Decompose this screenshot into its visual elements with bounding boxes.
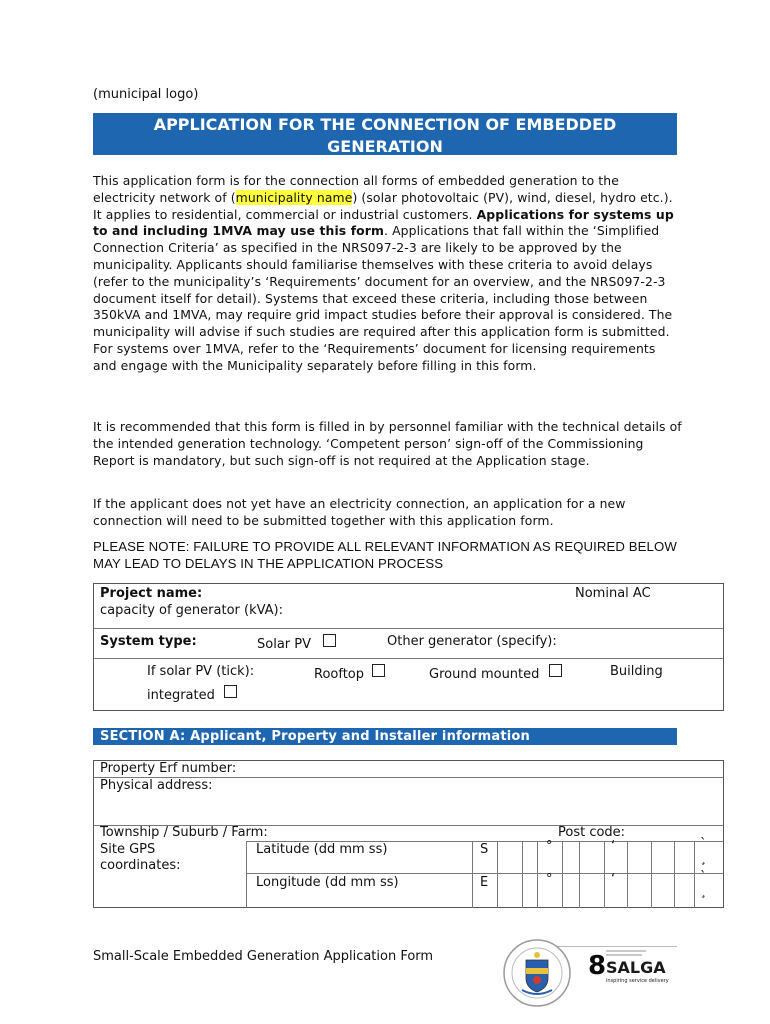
intro-text-b: ) (solar photovoltaic (PV), wind, diesel, hydro etc.). It applies to residential, commercial or industrial customers. bbox=[93, 189, 673, 222]
salga-tagline: inspiring service delivery bbox=[606, 978, 669, 984]
intro-text-c: . Applications that fall within the ‘Simplified Connection Criteria’ as specified in the NRS097-2-3 are likely to be approved by the municipality. Applicants should familiarise themselves with these criteria to avoid delays (refer to the municipality’s ‘Requirements’ document for an overview, and the NRS097-2-3 document itself for detail). Systems that exceed these criteria, including those between 350kVA and 1MVA, may require grid impact studies before their approval is considered. The municipality will advise if such studies are required after this application form is submitted. For systems over 1MVA, refer to the ‘Requirements’ document for licensing requirements and engage with the Municipality separately before filling in this form. bbox=[93, 223, 673, 373]
nominal-ac-label: Nominal AC bbox=[575, 586, 651, 601]
divider bbox=[246, 841, 247, 908]
gps-label-line1: Site GPS bbox=[100, 842, 156, 857]
ground-mounted-option[interactable] bbox=[429, 664, 562, 682]
integrated-label: integrated bbox=[147, 688, 215, 703]
latitude-label: Latitude (dd mm ss) bbox=[256, 842, 388, 857]
longitude-label: Longitude (dd mm ss) bbox=[256, 875, 399, 890]
footer-text: Small-Scale Embedded Generation Application Form bbox=[93, 949, 434, 964]
intro-paragraph-1 bbox=[93, 173, 683, 375]
section-a-header: SECTION A: Applicant, Property and Installer information bbox=[93, 728, 677, 745]
intro-text-a: This application form is for the connection all forms of embedded generation to the electricity network of ( bbox=[93, 173, 619, 205]
divider bbox=[579, 841, 580, 908]
township-label: Township / Suburb / Farm: bbox=[100, 825, 268, 840]
divider bbox=[604, 841, 605, 908]
lat-minute-symbol: ‘ bbox=[611, 839, 616, 854]
building-integrated-checkbox[interactable] bbox=[224, 685, 237, 698]
lat-degree-symbol: ° bbox=[546, 839, 553, 854]
rooftop-checkbox[interactable] bbox=[372, 664, 385, 677]
lat-second-symbol-2: ¸ bbox=[700, 851, 707, 866]
property-info-table bbox=[93, 760, 724, 908]
solar-pv-checkbox[interactable] bbox=[323, 634, 336, 647]
erf-number-label: Property Erf number: bbox=[100, 761, 237, 776]
intro-bold-text: Applications for systems up to and including 1MVA may use this form bbox=[93, 206, 674, 239]
project-info-table bbox=[93, 583, 724, 711]
municipality-name-highlight: municipality name bbox=[235, 189, 353, 205]
svg-text:8: 8 bbox=[588, 951, 607, 981]
divider bbox=[694, 841, 695, 908]
system-type-label: System type: bbox=[100, 634, 197, 649]
ground-mounted-label: Ground mounted bbox=[429, 667, 540, 682]
post-code-label: Post code: bbox=[558, 825, 626, 840]
rooftop-option[interactable] bbox=[314, 664, 385, 682]
divider bbox=[497, 841, 498, 908]
system-type-row bbox=[94, 628, 723, 659]
salga-wordmark: SALGA bbox=[606, 958, 666, 977]
gps-label-line2: coordinates: bbox=[100, 858, 181, 873]
divider bbox=[627, 841, 628, 908]
divider bbox=[472, 841, 473, 908]
divider bbox=[537, 841, 538, 908]
project-name-label: Project name: bbox=[100, 586, 203, 601]
intro-paragraph-3: If the applicant does not yet have an electricity connection, an application for a new connection will need to be submitted together with this application form. bbox=[93, 496, 626, 528]
municipal-logo-placeholder: (municipal logo) bbox=[93, 87, 199, 102]
physical-address-label: Physical address: bbox=[100, 778, 213, 793]
building-integrated-option[interactable] bbox=[147, 685, 237, 703]
east-label: E bbox=[480, 875, 489, 890]
intro-paragraph-2: It is recommended that this form is filled in by personnel familiar with the technical details of the intended generation technology. ‘Competent person’ sign-off of the Commissioning Report is mandatory, but such sign-off is not required at the Application stage. bbox=[93, 419, 682, 468]
lat-second-symbol-1: ` bbox=[700, 837, 707, 852]
south-label: S bbox=[480, 842, 489, 857]
lon-second-symbol-2: ¸ bbox=[700, 884, 707, 899]
rooftop-label: Rooftop bbox=[314, 667, 365, 682]
solar-pv-label: Solar PV bbox=[257, 637, 311, 652]
ground-mounted-checkbox[interactable] bbox=[549, 664, 562, 677]
municipal-seal-logo bbox=[502, 938, 572, 1008]
please-note: PLEASE NOTE: FAILURE TO PROVIDE ALL RELEVANT INFORMATION AS REQUIRED BELOW MAY LEAD TO DELAYS IN THE APPLICATION PROCESS bbox=[93, 539, 677, 571]
lon-degree-symbol: ° bbox=[546, 872, 553, 887]
project-name-row bbox=[94, 584, 723, 629]
divider bbox=[651, 841, 652, 908]
divider bbox=[562, 841, 563, 908]
if-solar-label: If solar PV (tick): bbox=[147, 664, 255, 679]
building-label: Building bbox=[610, 664, 663, 679]
form-title-line1: APPLICATION FOR THE CONNECTION OF EMBEDDED bbox=[153, 115, 617, 134]
lon-second-symbol-1: ` bbox=[700, 870, 707, 885]
divider bbox=[674, 841, 675, 908]
capacity-label: capacity of generator (kVA): bbox=[100, 603, 284, 618]
form-title bbox=[93, 113, 677, 155]
other-generator-label: Other generator (specify): bbox=[387, 634, 557, 649]
solar-pv-option[interactable] bbox=[257, 634, 336, 652]
salga-logo bbox=[586, 944, 678, 988]
divider bbox=[522, 841, 523, 908]
form-title-line2: GENERATION bbox=[327, 137, 443, 156]
lon-minute-symbol: ‘ bbox=[611, 872, 616, 887]
